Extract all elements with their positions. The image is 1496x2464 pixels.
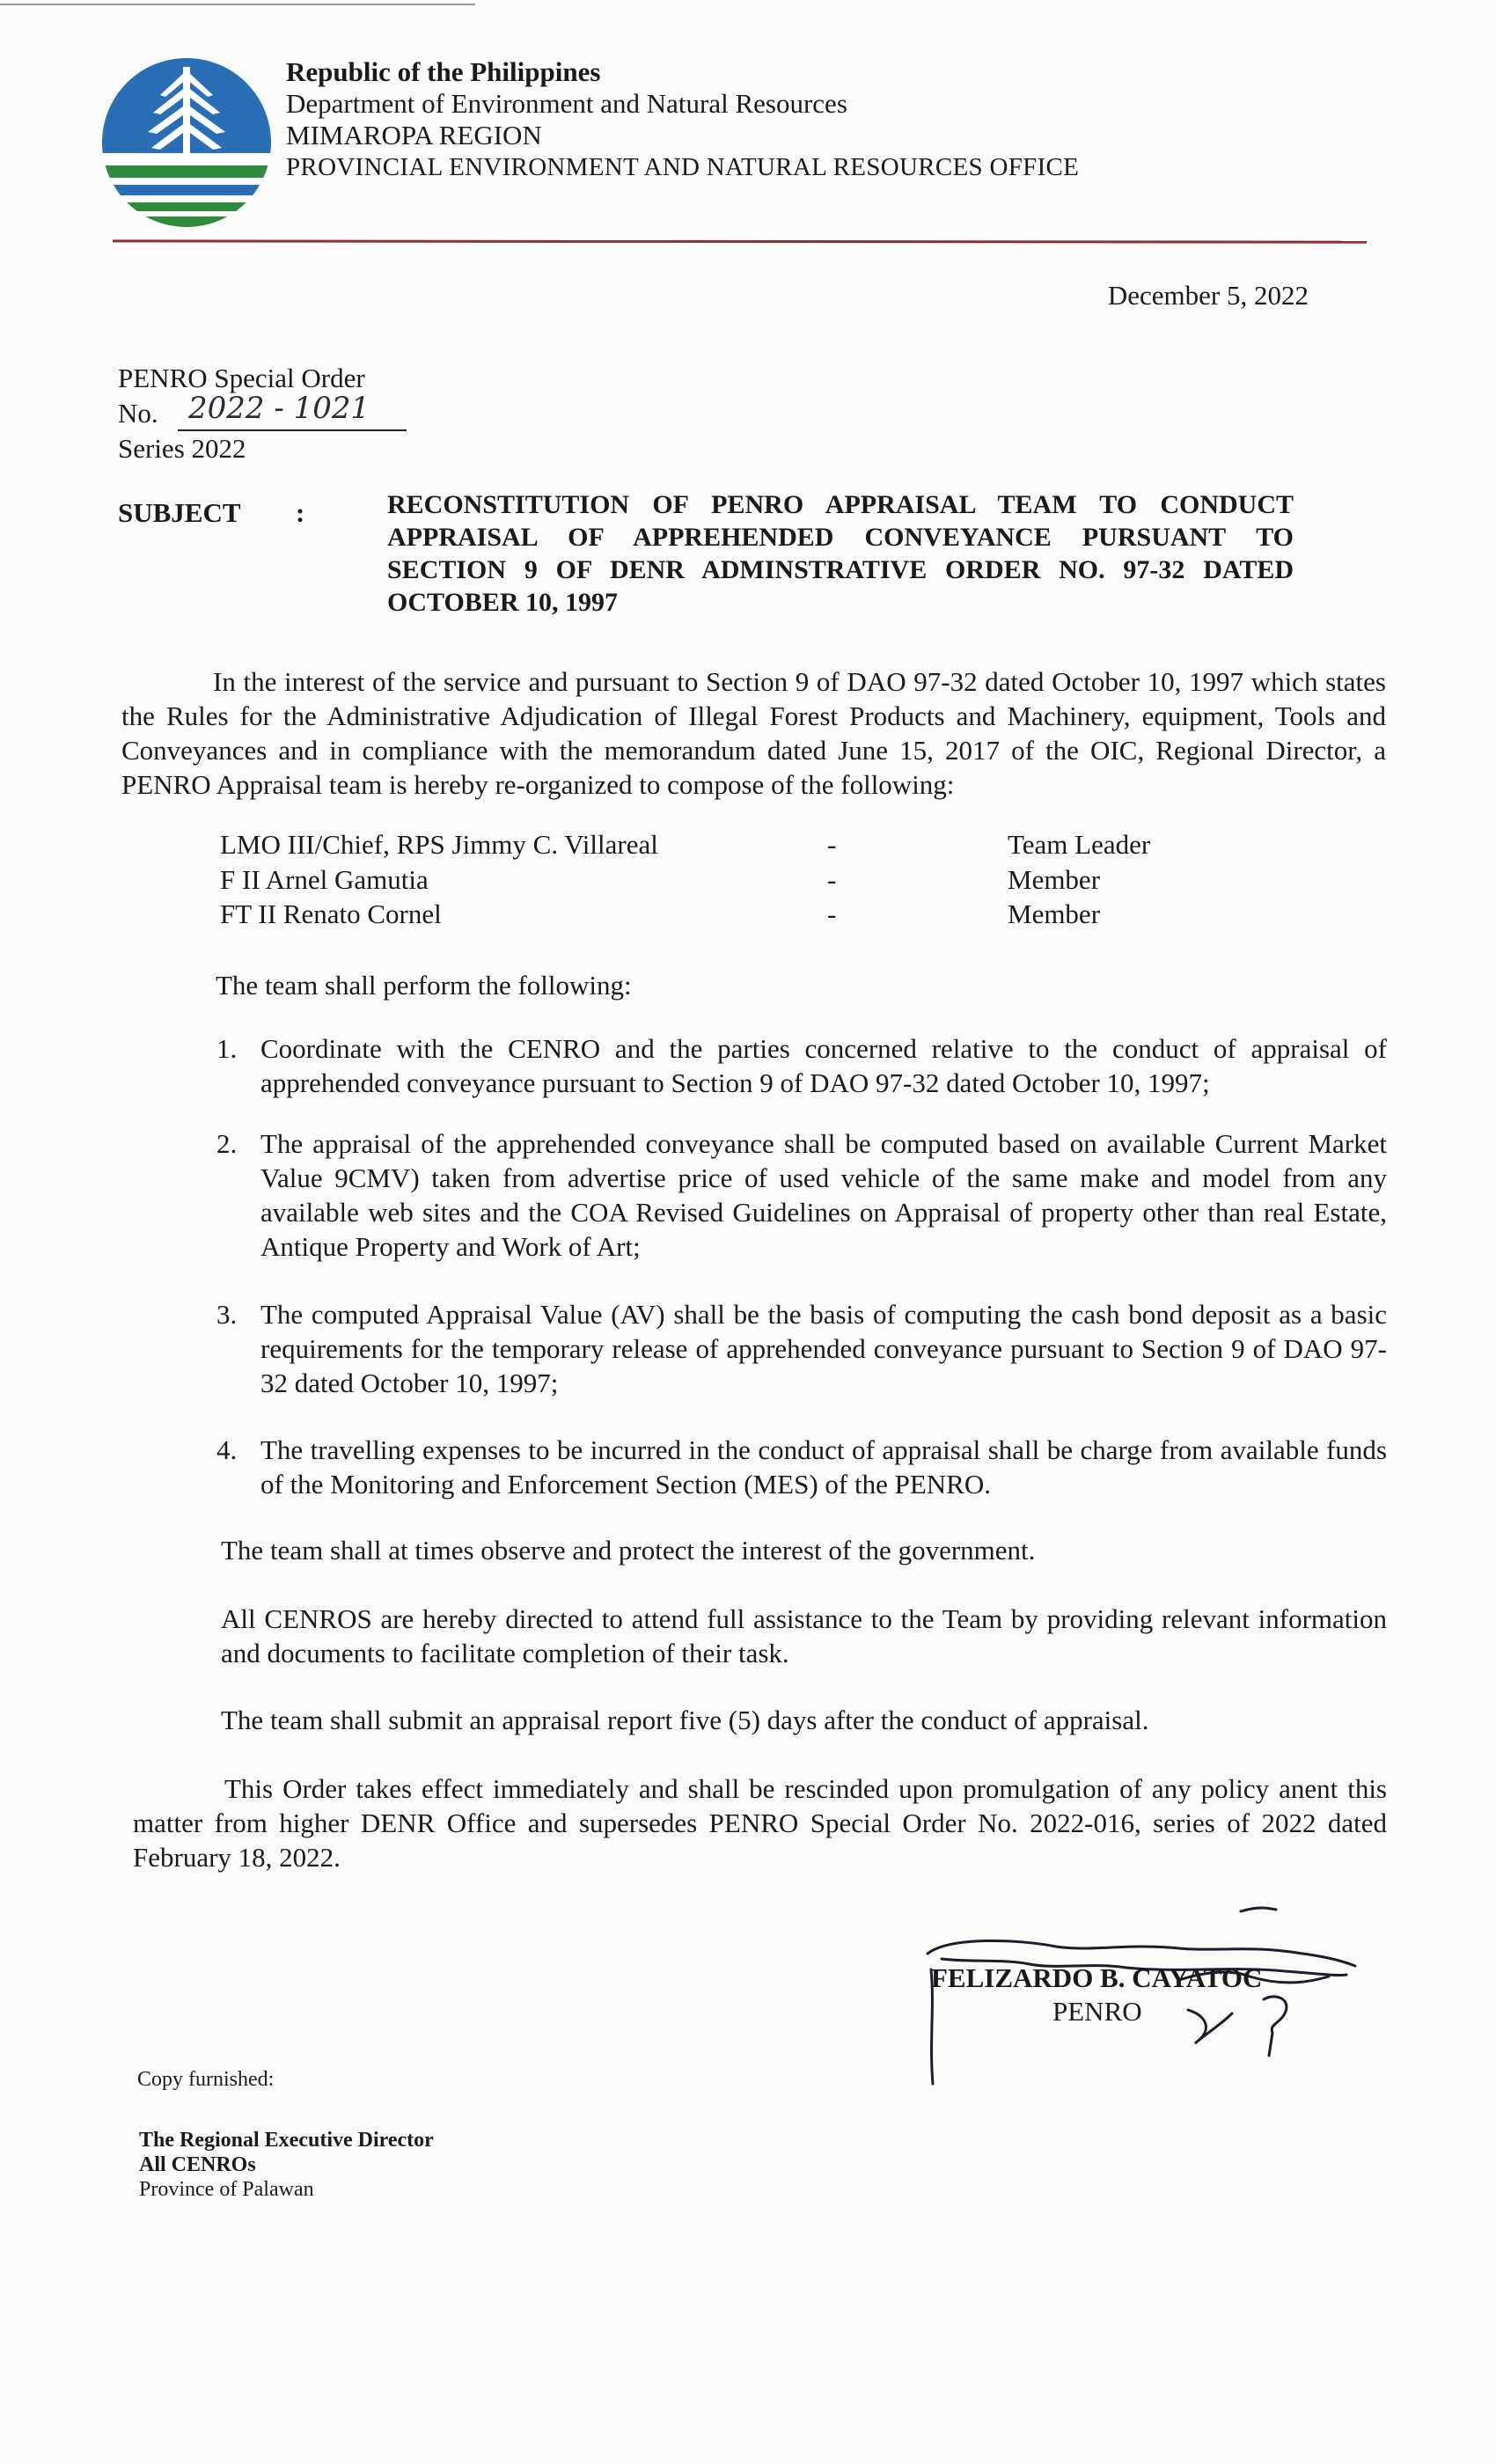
team-member-dash: - bbox=[827, 864, 837, 895]
letterhead-office: PROVINCIAL ENVIRONMENT AND NATURAL RESOURCES OFFICE bbox=[286, 153, 1080, 181]
list-item-number: 3. bbox=[216, 1299, 238, 1330]
signatory-title: PENRO bbox=[1052, 1996, 1142, 2027]
letterhead-republic: Republic of the Philippines bbox=[286, 56, 601, 87]
list-item bbox=[216, 1126, 1387, 1264]
order-number-line bbox=[118, 391, 370, 431]
list-item-text: Coordinate with the CENRO and the parties concerned relative to the conduct of appraisal of apprehended conveyance pursuant to Section 9 of DAO 97-32 dated October 10, 1997; bbox=[260, 1033, 1387, 1098]
recipients bbox=[139, 2128, 434, 2202]
list-item bbox=[216, 1031, 1387, 1100]
recipient: Province of Palawan bbox=[139, 2178, 314, 2201]
recipient: The Regional Executive Director bbox=[139, 2129, 434, 2152]
list-item-number: 4. bbox=[216, 1434, 238, 1465]
team-member-name: LMO III/Chief, RPS Jimmy C. Villareal bbox=[220, 829, 658, 860]
copy-furnished-label: Copy furnished: bbox=[137, 2068, 275, 2091]
closing-paragraph: The team shall at times observe and protect the interest of the government. bbox=[221, 1535, 1036, 1566]
subject-label: SUBJECT bbox=[118, 497, 241, 528]
order-number-handwritten: 2022 - 1021 bbox=[188, 391, 370, 426]
letterhead bbox=[286, 56, 1166, 183]
closing-paragraph: The team shall submit an appraisal report five (5) days after the conduct of appraisal. bbox=[221, 1705, 1149, 1735]
list-item-number: 1. bbox=[216, 1033, 238, 1064]
team-member-role: Member bbox=[1008, 864, 1101, 895]
letterhead-region: MIMAROPA REGION bbox=[286, 120, 542, 150]
team-member-dash: - bbox=[827, 898, 837, 929]
letterhead-divider bbox=[113, 239, 1367, 243]
team-member-name: F II Arnel Gamutia bbox=[220, 864, 429, 895]
team-member-role: Team Leader bbox=[1008, 829, 1151, 860]
order-reference bbox=[118, 361, 370, 466]
closing-paragraph: This Order takes effect immediately and shall be rescinded upon promulgation of any policy anent this matter from higher DENR Office and supersedes PENRO Special Order No. 2022-016, series of 2022 dated February 18, 2022. bbox=[133, 1773, 1387, 1873]
list-item-text: The appraisal of the apprehended conveyance shall be computed based on available Current Market Value 9CMV) taken from advertise price of used vehicle of the same make and model from any available web sites and the COA Revised Guidelines on Appraisal of property other than real Estate, Antique Property and Work of Art; bbox=[260, 1128, 1387, 1262]
list-item-number: 2. bbox=[216, 1128, 238, 1159]
order-title: PENRO Special Order bbox=[118, 363, 365, 393]
letterhead-department: Department of Environment and Natural Resources bbox=[286, 88, 847, 119]
duties-intro: The team shall perform the following: bbox=[216, 970, 632, 1001]
scan-edge-line bbox=[0, 4, 475, 5]
list-item bbox=[216, 1297, 1387, 1400]
team-member-row bbox=[220, 864, 1188, 899]
recipient: All CENROs bbox=[139, 2153, 256, 2176]
team-member-name: FT II Renato Cornel bbox=[220, 898, 442, 929]
order-number-underline bbox=[178, 429, 407, 431]
order-series: Series 2022 bbox=[118, 433, 246, 464]
signature-icon bbox=[915, 1901, 1373, 2094]
subject-text: RECONSTITUTION OF PENRO APPRAISAL TEAM TO CONDUCT APPRAISAL OF APPREHENDED CONVEYANCE PURSUANT TO SECTION 9 OF DENR ADMINSTRATIVE ORDER NO. 97-32 DATED OCTOBER 10, 1997 bbox=[387, 490, 1294, 617]
closing-paragraph: All CENROS are hereby directed to attend full assistance to the Team by providing relevant information and documents to facilitate completion of their task. bbox=[221, 1603, 1387, 1668]
team-member-row bbox=[220, 898, 1188, 934]
team-member-row bbox=[220, 829, 1188, 864]
subject-colon: : bbox=[296, 497, 305, 528]
denr-logo-icon bbox=[99, 55, 275, 231]
team-member-dash: - bbox=[827, 829, 837, 860]
list-item-text: The computed Appraisal Value (AV) shall be the basis of computing the cash bond deposit as a basic requirements for the temporary release of apprehended conveyance pursuant to Section 9 of DAO 97-32 dated October 10, 1997; bbox=[260, 1299, 1387, 1398]
intro-paragraph: In the interest of the service and pursuant to Section 9 of DAO 97-32 dated October 10, 1997 which states the Rules for the Administrative Adjudication of Illegal Forest Products and Machinery, equipment, Tools and Conveyances and in compliance with the memorandum dated June 15, 2017 of the OIC, Regional Director, a PENRO Appraisal team is hereby re-organized to compose of the following: bbox=[121, 666, 1386, 800]
document-date: December 5, 2022 bbox=[1107, 280, 1309, 311]
list-item bbox=[216, 1433, 1387, 1501]
team-member-role: Member bbox=[1008, 898, 1101, 929]
list-item-text: The travelling expenses to be incurred in the conduct of appraisal shall be charge from available funds of the Monitoring and Enforcement Section (MES) of the PENRO. bbox=[260, 1434, 1387, 1500]
signatory-name: FELIZARDO B. CAYATOC bbox=[931, 1962, 1263, 1993]
order-number-label: No. bbox=[118, 398, 158, 429]
